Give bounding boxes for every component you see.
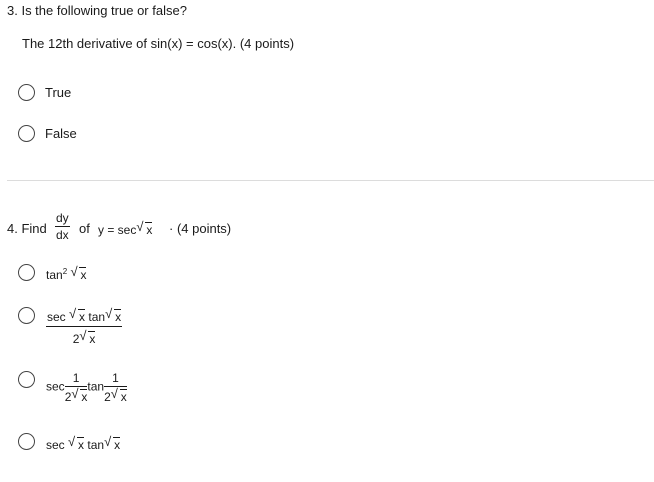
question-3-title: 3. Is the following true or false?	[7, 3, 187, 18]
option-2-sec: sec	[47, 310, 66, 324]
of-text: of	[79, 221, 90, 236]
radio-option-4[interactable]	[18, 433, 35, 450]
radio-false[interactable]	[18, 125, 35, 142]
option-1-expression	[46, 264, 87, 282]
option-false-label: False	[45, 126, 77, 141]
question-4-points: · (4 points)	[169, 221, 232, 236]
option-4-sec: sec	[46, 438, 65, 452]
option-3-expression: sec 1 2 √ x tan 1 2 √ x	[46, 371, 127, 404]
radio-option-1[interactable]	[18, 264, 35, 281]
option-2-arg2: x	[115, 310, 122, 324]
option-4-arg1: x	[78, 438, 85, 452]
option-4-tan: tan	[87, 438, 105, 452]
option-3-den-arg2: x	[120, 390, 127, 404]
option-4-arg2: x	[114, 438, 121, 452]
option-1-arg: x	[80, 268, 87, 282]
option-2-den-coef: 2	[72, 332, 80, 346]
option-2-expression: sec √ x tan √ x 2 √ x	[47, 306, 122, 346]
question-divider	[7, 180, 654, 181]
equation-arg: x	[146, 223, 153, 237]
question-3-prompt: The 12th derivative of sin(x) = cos(x). (4 points)	[22, 36, 295, 51]
option-3-den-coef2: 2	[104, 390, 111, 404]
option-3-den-coef1: 2	[64, 390, 72, 404]
option-3-num1: 1	[65, 372, 88, 387]
option-1-fn: tan	[46, 268, 63, 282]
option-3-sec: sec	[46, 379, 65, 394]
equation	[98, 219, 153, 237]
derivative-fraction	[55, 212, 70, 241]
dx-text: dx	[56, 228, 69, 242]
option-3-den-arg1: x	[81, 390, 88, 404]
option-2-arg1: x	[79, 310, 86, 324]
question-4-find: 4. Find	[7, 221, 47, 236]
option-1-power: 2	[62, 267, 68, 276]
option-4-expression: sec √ x tan √ x	[46, 434, 121, 452]
option-2-den-arg: x	[89, 332, 96, 346]
dy-text: dy	[56, 211, 69, 225]
option-true-label: True	[45, 85, 72, 100]
radio-option-2[interactable]	[18, 307, 35, 324]
equation-sqrt: √ x	[136, 219, 153, 237]
option-3-num2: 1	[104, 372, 127, 387]
option-2-tan: tan	[88, 310, 106, 324]
radio-option-3[interactable]	[18, 371, 35, 388]
option-3-tan: tan	[87, 379, 105, 394]
radio-true[interactable]	[18, 84, 35, 101]
equation-lhs: y = sec	[98, 223, 137, 237]
option-1-sqrt: √ x	[70, 264, 87, 282]
